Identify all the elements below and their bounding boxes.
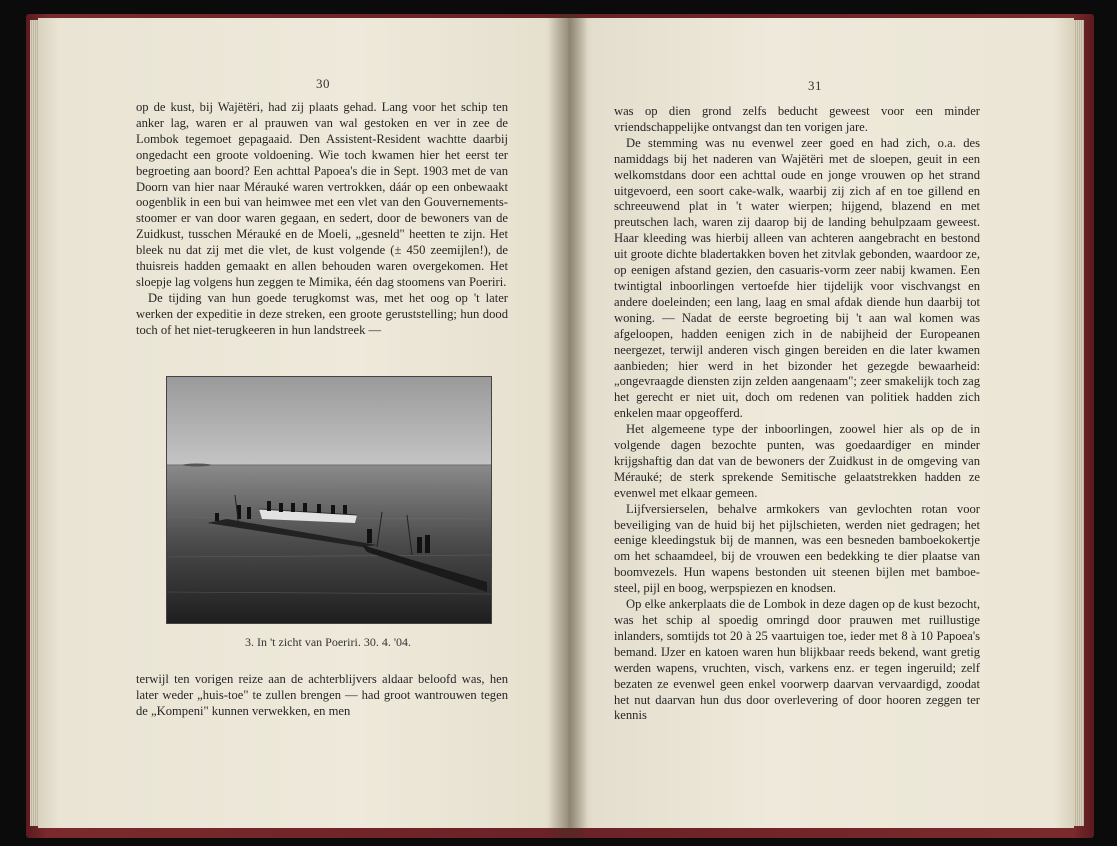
photo-caption: 3. In 't zicht van Poeriri. 30. 4. '04. (245, 635, 411, 649)
right-page-text (614, 104, 980, 724)
left-page-text-bottom (136, 672, 508, 720)
left-paragraph-2: De tijding van hun goede terugkomst was, met het oog op 't later werken der expeditie in deze streken, een groote geruststelling; hun dood toch of het niet-terugkeeren in hun landstreek — (136, 290, 508, 337)
photograph-image (167, 377, 491, 623)
right-paragraph-3: Het algemeene type der inboorlingen, zoowel hier als op de in volgende dagen bezochte punten, was goedaardiger en minder krijgshaftig dan dat van de bewoners der Zuidkust in de omgeving van Mérauké; de sterk sprekende Semitische gelaatstrekken hadden ze evenwel met elkaar gemeen. (614, 422, 980, 500)
photograph-canoes (166, 376, 492, 624)
right-paragraph-1: was op dien grond zelfs beducht geweest voor een minder vriendschappelijke ontvangst dan ten vorigen jare. (614, 104, 980, 134)
right-page (568, 18, 1074, 828)
page-number-left: 30 (316, 76, 330, 91)
left-page (38, 18, 570, 828)
page-number-right: 31 (808, 78, 822, 93)
left-paragraph-3: terwijl ten vorigen reize aan de achterblijvers aldaar beloofd was, hen later weder „huis-toe" te zullen brengen — had groot wantrouwen tegen de „Kompeni" kunnen verwekken, en men (136, 672, 508, 718)
right-paragraph-5: Op elke ankerplaats die de Lombok in deze dagen op de kust bezocht, was het schip al spoedig omringd door prauwen met ruillustige inlanders, somtijds tot 20 à 25 vaartuigen toe, ieder met 8 à 10 Papoea's bemand. IJzer en katoen waren hun blijkbaar reeds bekend, want gretig werden wapens, vruchten, visch, varkens enz. er tegen ingeruild; zelf bezaten ze evenwel geen enkel voorwerp daarvan vervaardigd, zoodat het nut daarvan hun dus door overlevering of door hooren zeggen ter kennis (614, 597, 980, 723)
right-paragraph-2: De stemming was nu evenwel zeer goed en had zich, o.a. des namiddags bij het naderen van Wajëtëri met de sloepen, geuit in een welkomstdans door een achttal oude en jonge vrouwen op het strand uitgevoerd, een soort cake-walk, waarbij zij zich af en toe gillend en schreeuwend plat in 't water wierpen; hijgend, blazend en met preutschen lach, waren zij daarop bij de landing behulpzaam geweest. Haar kleeding was hierbij alleen van achteren aangebracht en bestond uit groote dichte bladertakken boven het zitvlak gebonden, waardoor ze, op eenigen afstand gezien, den casuaris-vorm zeer nabij kwamen. Een twintigtal inboorlingen vertoefde hier tijdelijk voor vischvangst en andere doeleinden; een lang, laag en smal afdak diende hun daarbij tot woning. — Nadat de eerste begroeting bij 't aan wal komen was afgeloopen, hadden eenigen zich in de nabijheid der Europeanen neergezet, terwijl anderen visch gingen bereiden en die later kwamen aanbieden; hier werd in het bizonder het gezegde bewaarheid: „ongevraagde diensten zijn zelden aangenaam"; zeer smakelijk toch zag het gerecht er niet uit, doch om redenen van politiek hadden zich enkelen maar opgeofferd. (614, 135, 980, 421)
right-paragraph-4: Lijfversierselen, behalve armkokers van gevlochten rotan voor beveiliging van de huid bij het pijlschieten, werden niet gedragen; het eenige kleedingstuk bij de mannen, was een besneden bamboekokertje om het schaamdeel, bij de vrouwen een bedekking te dier plaatse van boomvezels. Hun wapens bestonden uit steenen bijlen met bamboe-steel, pijl en boog, werpspiezen en knodsen. (614, 501, 980, 596)
left-page-text-top (136, 100, 508, 339)
left-paragraph-1: op de kust, bij Wajëtëri, had zij plaats gehad. Lang voor het schip ten anker lag, waren er al prauwen van wal gestoken en ver in zee de Lombok tegemoet gepagaaid. Den Assistent-Resident wachtte daarbij ongedacht een groote voldoening. Wie toch kwamen hier het eerst ter begroeting aan boord? Een achttal Papoea's die in Sept. 1903 met de van Doorn van hier naar Mérauké waren vertrokken, dáár op een onbewaakt oogenblik in een bui van heimwee met een vlet van den Gouvernements-stoomer er van door waren gegaan, en sedert, door de bewoners van de Zuidkust, tusschen Mérauké en de Moeli, „gesneld" heetten te zijn. Het bleek nu dat zij met die vlet, de kust volgende (± 450 zeemijlen!), de thuisreis hadden gemaakt en allen behouden waren overgekomen. Het sloepje lag volgens hun zeggen te Mimika, één dag stoomens van Poeriri. (136, 100, 508, 289)
